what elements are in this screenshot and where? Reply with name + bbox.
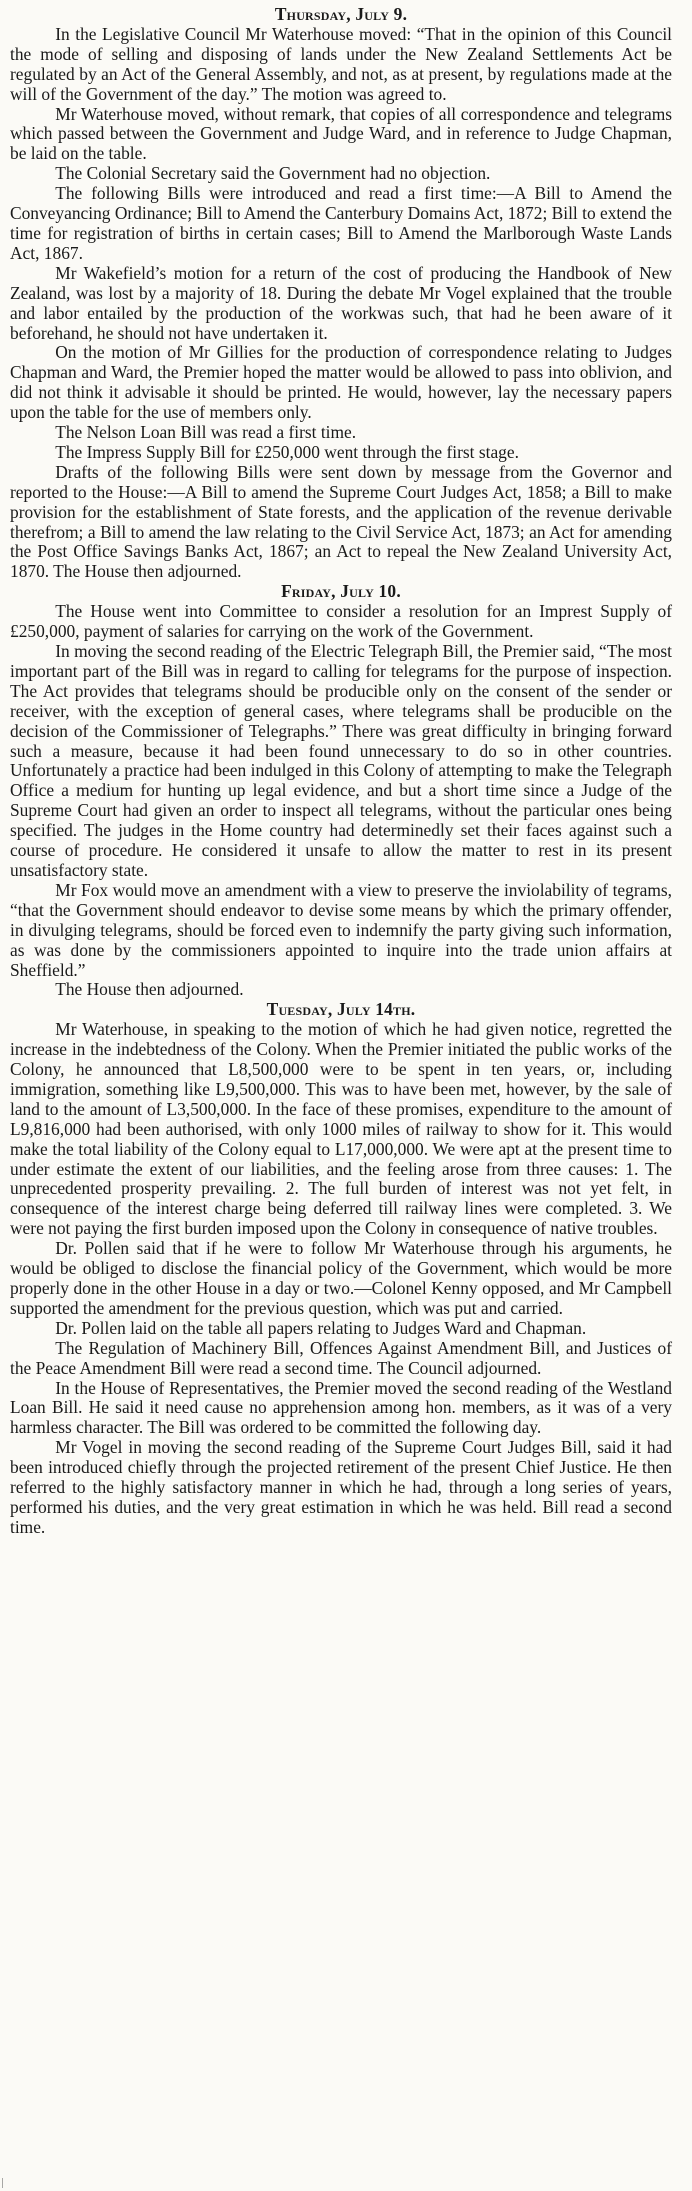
paragraph: Mr Waterhouse moved, without remark, that copies of all correspondence and telegrams which passed between the Government and Judge Ward, and in reference to Judge Chapman, be laid on the table. xyxy=(10,103,672,164)
paragraph: The Colonial Secretary said the Government had no objection. xyxy=(55,163,491,184)
paragraph: The Nelson Loan Bill was read a first time. xyxy=(55,422,357,443)
paragraph: The Impress Supply Bill for £250,000 went through the first stage. xyxy=(55,441,519,462)
paragraph: The House went into Committee to consider a resolution for an Imprest Supply of £250,000, payment of salaries for carrying on the work of the Government. xyxy=(10,601,672,642)
paragraph: In the Legislative Council Mr Waterhouse moved: “That in the opinion of this Council the mode of selling and disposing of lands under the New Zealand Settlements Act be regulated by an Act of the General Assembly, and not, as at present, by regulations made at the will of the Government of the day.” The motion was agreed to. xyxy=(10,23,672,104)
scan-edge-mark xyxy=(2,2178,9,2188)
section-heading-friday: Friday, July 10. xyxy=(281,581,401,602)
section-heading-thursday: Thursday, July 9. xyxy=(274,4,408,24)
paragraph: The House then adjourned. xyxy=(55,979,244,1000)
paragraph: Mr Vogel in moving the second reading of the Supreme Court Judges Bill, said it had been introduced chiefly through the projected retirement of the present Chief Justice. He then referred to the highly satisfactory manner in which he had, through a long series of years, performed his duties, and the very great estimation in which he was held. Bill read a second time. xyxy=(10,1437,672,1537)
paragraph: In moving the second reading of the Electric Telegraph Bill, the Premier said, “The most important part of the Bill was in regard to calling for telegrams for the purpose of inspection. The Act provides that telegrams should be producible only on the consent of the sender or receiver, with the exception of general cases, where telegrams shall be producible on the decision of the Commissioner of Telegraphs.” There was great difficulty in bringing forward such a measure, because it had been found unnecessary to do so in other countries. Unfortunately a practice had been indulged in this Colony of attempting to make the Telegraph Office a medium for hunting up legal evidence, and but a short time since a Judge of the Supreme Court had given an order to inspect all telegrams, without the particular ones being specified. The judges in the Home country had determinedly set their faces against such a course of procedure. He considered it unsafe to allow the matter to rest in its present unsatisfactory state. xyxy=(10,641,672,880)
section-heading-tuesday: Tuesday, July 14th. xyxy=(266,999,416,1020)
paragraph: Dr. Pollen said that if he were to follow Mr Waterhouse through his arguments, he would be obliged to disclose the financial policy of the Government, which would be more properly done in the other House in a day or two.—Colonel Kenny opposed, and Mr Campbell supported the amendment for the previous question, which was put and carried. xyxy=(10,1238,672,1318)
paragraph: The following Bills were introduced and read a first time:—A Bill to Amend the Conveyancing Ordinance; Bill to Amend the Canterbury Domains Act, 1872; Bill to extend the time for registration of births in certain cases; Bill to Amend the Marlborough Waste Lands Act, 1867. xyxy=(10,183,672,263)
paragraph: The Regulation of Machinery Bill, Offences Against Amendment Bill, and Justices of the Peace Amendment Bill were read a second time. The Council adjourned. xyxy=(10,1337,672,1378)
paragraph: Drafts of the following Bills were sent down by message from the Governor and reported to the House:—A Bill to amend the Supreme Court Judges Act, 1858; a Bill to make provision for the establishment of State forests, and the application of the revenue derivable therefrom; a Bill to amend the law relating to the Civil Service Act, 1873; an Act for amending the Post Office Savings Banks Act, 1867; an Act to repeal the New Zealand University Act, 1870. The House then adjourned. xyxy=(10,461,672,582)
paragraph: Dr. Pollen laid on the table all papers relating to Judges Ward and Chapman. xyxy=(55,1317,587,1338)
paragraph: Mr Fox would move an amendment with a view to preserve the inviolability of tegrams, “that the Government should endeavor to devise some means by which the primary offender, in divulging telegrams, should be forced even to indemnify the party giving such information, as was done by the commissioners appointed to inquire into the trade union affairs at Sheffield.” xyxy=(10,879,672,980)
paragraph: On the motion of Mr Gillies for the production of correspondence relating to Judges Chapman and Ward, the Premier hoped the matter would be allowed to pass into oblivion, and did not think it advisable it should be printed. He would, however, lay the necessary papers upon the table for the use of members only. xyxy=(10,342,672,423)
paragraph: Mr Wakefield’s motion for a return of the cost of producing the Handbook of New Zealand, was lost by a majority of 18. During the debate Mr Vogel explained that the trouble and labor entailed by the production of the workwas such, that had he been aware of it beforehand, he should not have undertaken it. xyxy=(10,262,672,343)
paragraph: Mr Waterhouse, in speaking to the motion of which he had given notice, regretted the increase in the indebtedness of the Colony. When the Premier initiated the public works of the Colony, he announced that L8,500,000 were to be spent in ten years, or, including immigration, something like L9,500,000. This was to have been met, however, by the sale of land to the amount of L3,500,000. In the face of these promises, expenditure to the amount of L9,816,000 had been authorised, with only 1000 miles of railway to show for it. This would make the total liability of the Colony equal to L17,000,000. We were apt at the present time to under estimate the extent of our liabilities, and the feeling arose from three causes: 1. The unprecedented prosperity prevailing. 2. The full burden of interest was not yet felt, in consequence of the interest charge being deferred till railway lines were completed. 3. We were not paying the first burden imposed upon the Colony in consequence of native troubles. xyxy=(10,1019,672,1239)
article-column xyxy=(10,6,672,1538)
paragraph: In the House of Representatives, the Premier moved the second reading of the Westland Loan Bill. He said it need cause no apprehension among hon. members, as it was of a very harmless character. The Bill was ordered to be committed the following day. xyxy=(10,1377,672,1438)
